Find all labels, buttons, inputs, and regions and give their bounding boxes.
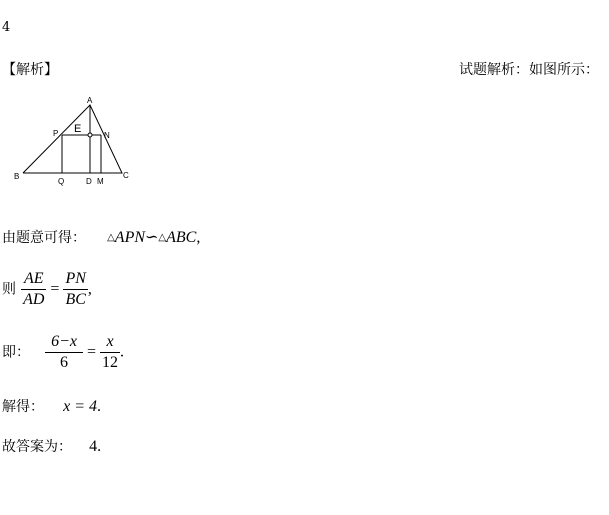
label-n: N bbox=[104, 131, 110, 140]
step4-expression: x = 4 bbox=[63, 398, 97, 415]
step1-tail: , bbox=[196, 229, 201, 246]
label-a: A bbox=[87, 96, 93, 105]
fraction-pn-bc bbox=[63, 270, 87, 309]
fraction-x-over-12 bbox=[100, 333, 120, 372]
fraction-denominator: BC bbox=[65, 291, 86, 308]
label-q: Q bbox=[58, 177, 65, 186]
label-d: D bbox=[86, 177, 92, 186]
equals-sign: = bbox=[87, 343, 97, 361]
step-similarity bbox=[2, 227, 200, 247]
step2-label: 则 bbox=[2, 281, 16, 298]
step1-label: 由题意可得： bbox=[2, 230, 86, 246]
step-solve bbox=[2, 396, 101, 416]
section-heading: 【解析】 bbox=[2, 62, 58, 78]
step2-tail: , bbox=[87, 280, 92, 298]
step3-label: 即： bbox=[2, 344, 30, 361]
triangle-abc-text: ABC bbox=[166, 229, 197, 246]
fraction-ae-ad bbox=[21, 270, 46, 309]
equals-sign: = bbox=[50, 280, 60, 298]
fraction-numerator: PN bbox=[63, 270, 87, 290]
triangle-apn: APN bbox=[114, 229, 146, 246]
point-e-dot bbox=[88, 133, 92, 137]
intro-text: 试题解析：如图所示： bbox=[459, 62, 599, 78]
step1-formula bbox=[107, 229, 200, 246]
step4-tail: . bbox=[97, 398, 101, 415]
label-p: P bbox=[53, 129, 59, 138]
fraction-denominator: 12 bbox=[102, 354, 119, 371]
step-equation bbox=[2, 333, 124, 372]
step3-tail: . bbox=[120, 343, 125, 361]
similar-symbol: ∽ bbox=[145, 229, 159, 246]
final-answer: 4 bbox=[89, 438, 98, 455]
step-ratio bbox=[2, 270, 92, 309]
geometry-figure bbox=[10, 95, 140, 190]
triangle-symbol: △ bbox=[107, 232, 115, 243]
step5-tail: . bbox=[97, 438, 102, 455]
label-c: C bbox=[123, 171, 129, 180]
fraction-denominator: AD bbox=[23, 291, 45, 308]
step5-label: 故答案为： bbox=[2, 439, 72, 455]
label-b: B bbox=[14, 172, 20, 181]
fraction-numerator: AE bbox=[21, 270, 46, 290]
label-e: E bbox=[74, 123, 82, 135]
answer-number: 4 bbox=[2, 20, 11, 35]
fraction-numerator: x bbox=[100, 333, 120, 353]
fraction-numerator: 6−x bbox=[45, 333, 83, 353]
step2-formula bbox=[21, 270, 92, 308]
step3-formula bbox=[45, 333, 125, 371]
triangle-symbol-2: △ bbox=[158, 232, 167, 243]
fraction-6-minus-x-over-6 bbox=[45, 333, 83, 372]
label-m: M bbox=[97, 177, 104, 186]
step4-label: 解得： bbox=[2, 399, 44, 415]
step-answer bbox=[2, 436, 101, 456]
fraction-denominator: 6 bbox=[60, 354, 69, 371]
